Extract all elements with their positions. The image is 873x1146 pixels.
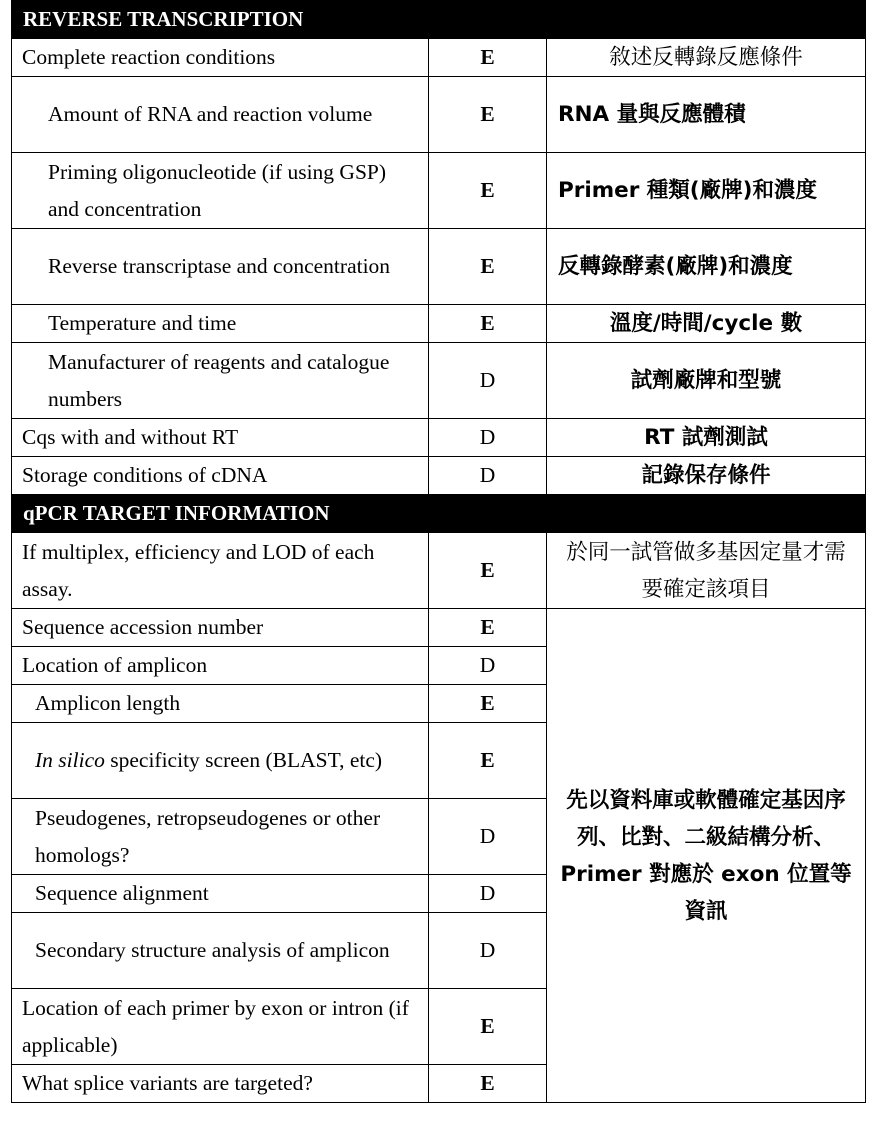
item-label [12,723,429,799]
essential-flag: E [429,305,547,343]
table-row [12,533,866,609]
item-label: Location of amplicon [12,647,429,685]
italic-term: In silico [35,748,105,772]
desirable-flag: D [429,875,547,913]
table-row [12,305,866,343]
miqe-checklist-table [11,0,866,1103]
table-row [12,39,866,77]
chinese-note: RT 試劑測試 [547,419,866,457]
item-label: What splice variants are targeted? [12,1065,429,1103]
desirable-flag: D [429,419,547,457]
desirable-flag: D [429,457,547,495]
item-label: Amplicon length [12,685,429,723]
merged-chinese-note: 先以資料庫或軟體確定基因序列、比對、二級結構分析、Primer 對應於 exon 位置等資訊 [547,609,866,1103]
chinese-note: 於同一試管做多基因定量才需要確定該項目 [547,533,866,609]
item-label: Storage conditions of cDNA [12,457,429,495]
desirable-flag: D [429,343,547,419]
desirable-flag: D [429,913,547,989]
table-row [12,457,866,495]
section-title: REVERSE TRANSCRIPTION [12,1,866,39]
section-header-qpcr-target [12,495,866,533]
chinese-note: 敘述反轉錄反應條件 [547,39,866,77]
essential-flag: E [429,609,547,647]
table-row [12,343,866,419]
item-label: Manufacturer of reagents and catalogue numbers [12,343,429,419]
essential-flag: E [429,229,547,305]
item-label: Cqs with and without RT [12,419,429,457]
essential-flag: E [429,723,547,799]
desirable-flag: D [429,647,547,685]
essential-flag: E [429,989,547,1065]
chinese-note: RNA 量與反應體積 [547,77,866,153]
essential-flag: E [429,1065,547,1103]
table-row [12,229,866,305]
table-row [12,77,866,153]
item-label: Reverse transcriptase and concentration [12,229,429,305]
section-title: qPCR TARGET INFORMATION [12,495,866,533]
item-label: If multiplex, efficiency and LOD of each assay. [12,533,429,609]
table-row [12,153,866,229]
item-label: Complete reaction conditions [12,39,429,77]
table-row [12,419,866,457]
chinese-note: Primer 種類(廠牌)和濃度 [547,153,866,229]
essential-flag: E [429,39,547,77]
item-label: Secondary structure analysis of amplicon [12,913,429,989]
item-label: Amount of RNA and reaction volume [12,77,429,153]
item-label: Sequence alignment [12,875,429,913]
item-label: Temperature and time [12,305,429,343]
essential-flag: E [429,153,547,229]
essential-flag: E [429,77,547,153]
essential-flag: E [429,685,547,723]
item-label: Priming oligonucleotide (if using GSP) and concentration [12,153,429,229]
table-row [12,609,866,647]
section-header-reverse-transcription [12,1,866,39]
item-label: Pseudogenes, retropseudogenes or other homologs? [12,799,429,875]
chinese-note: 反轉錄酵素(廠牌)和濃度 [547,229,866,305]
essential-flag: E [429,533,547,609]
chinese-note: 試劑廠牌和型號 [547,343,866,419]
chinese-note: 溫度/時間/cycle 數 [547,305,866,343]
item-rest: specificity screen (BLAST, etc) [104,748,383,772]
item-label: Sequence accession number [12,609,429,647]
chinese-note: 記錄保存條件 [547,457,866,495]
desirable-flag: D [429,799,547,875]
item-label: Location of each primer by exon or intron (if applicable) [12,989,429,1065]
